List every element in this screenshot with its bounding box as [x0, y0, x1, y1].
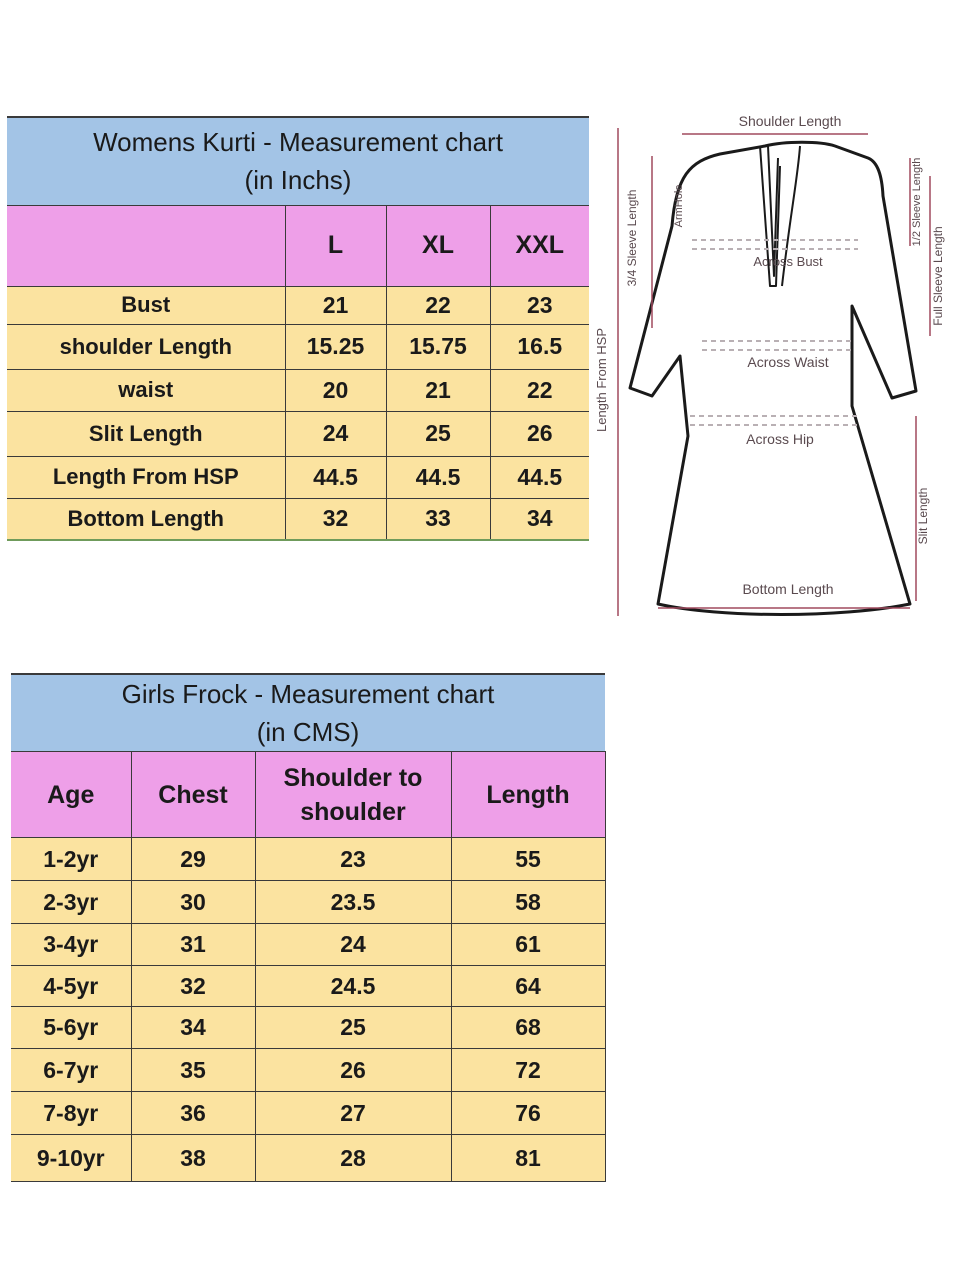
frock-age-cell: 6-7yr: [11, 1049, 131, 1092]
kurti-title-line1: Womens Kurti - Measurement chart: [93, 127, 503, 158]
frock-row: [11, 1049, 605, 1092]
kurti-title: [7, 117, 589, 205]
frock-cell: 55: [451, 838, 605, 881]
kurti-cell: 24: [285, 411, 386, 456]
frock-cell: 64: [451, 966, 605, 1007]
kurti-measurement-table: [7, 116, 589, 541]
frock-cell: 36: [131, 1092, 255, 1135]
kurti-cell: 34: [490, 498, 589, 540]
frock-title-row: [11, 674, 605, 752]
kurti-cell: 32: [285, 498, 386, 540]
full-sleeve-label: Full Sleeve Length: [931, 226, 945, 326]
kurti-row-label: Bottom Length: [7, 498, 285, 540]
kurti-cell: 16.5: [490, 324, 589, 369]
frock-cell: 76: [451, 1092, 605, 1135]
frock-row: [11, 1135, 605, 1182]
kurti-cell: 23: [490, 286, 589, 324]
frock-header-age: Age: [11, 752, 131, 838]
kurti-cell: 44.5: [386, 456, 490, 498]
across-bust-label: Across Bust: [753, 254, 823, 269]
frock-age-cell: 5-6yr: [11, 1007, 131, 1049]
kurti-size-header: XXL: [490, 205, 589, 286]
frock-age-cell: 1-2yr: [11, 838, 131, 881]
frock-cell: 29: [131, 838, 255, 881]
kurti-cell: 21: [285, 286, 386, 324]
frock-cell: 58: [451, 881, 605, 924]
frock-row: [11, 924, 605, 966]
frock-cell: 25: [255, 1007, 451, 1049]
kurti-cell: 15.75: [386, 324, 490, 369]
frock-cell: 38: [131, 1135, 255, 1182]
kurti-header-row: [7, 205, 589, 286]
shoulder-length-label: Shoulder Length: [738, 113, 842, 129]
length-from-hsp-label: Length From HSP: [594, 327, 609, 433]
frock-age-cell: 3-4yr: [11, 924, 131, 966]
frock-row: [11, 966, 605, 1007]
kurti-cell: 22: [490, 369, 589, 411]
kurti-row: [7, 324, 589, 369]
kurti-cell: 22: [386, 286, 490, 324]
frock-age-cell: 4-5yr: [11, 966, 131, 1007]
kurti-row: [7, 286, 589, 324]
kurti-row-label: waist: [7, 369, 285, 411]
frock-cell: 30: [131, 881, 255, 924]
frock-row: [11, 838, 605, 881]
kurti-size-header: XL: [386, 205, 490, 286]
across-hip-label: Across Hip: [746, 431, 814, 447]
frock-cell: 23.5: [255, 881, 451, 924]
kurti-cell: 26: [490, 411, 589, 456]
frock-cell: 72: [451, 1049, 605, 1092]
frock-header-chest: Chest: [131, 752, 255, 838]
slit-length-label: Slit Length: [916, 487, 930, 545]
frock-cell: 68: [451, 1007, 605, 1049]
frock-age-cell: 9-10yr: [11, 1135, 131, 1182]
frock-cell: 32: [131, 966, 255, 1007]
kurti-row: [7, 498, 589, 540]
frock-cell: 27: [255, 1092, 451, 1135]
frock-age-cell: 2-3yr: [11, 881, 131, 924]
across-waist-label: Across Waist: [747, 354, 829, 370]
frock-cell: 23: [255, 838, 451, 881]
frock-header-length: Length: [451, 752, 605, 838]
frock-cell: 28: [255, 1135, 451, 1182]
armhole-label: ArmHole: [673, 184, 685, 228]
frock-title-line1: Girls Frock - Measurement chart: [121, 679, 495, 709]
kurti-row: [7, 411, 589, 456]
frock-row: [11, 1092, 605, 1135]
kurti-row-label: Slit Length: [7, 411, 285, 456]
kurti-cell: 21: [386, 369, 490, 411]
kurti-title-row: [7, 117, 589, 205]
kurti-row-label: Length From HSP: [7, 456, 285, 498]
three-quarter-sleeve-label: 3/4 Sleeve Length: [625, 189, 639, 287]
frock-measurement-table: [11, 673, 606, 1182]
kurti-row: [7, 456, 589, 498]
kurti-cell: 33: [386, 498, 490, 540]
kurti-size-header: L: [285, 205, 386, 286]
frock-cell: 35: [131, 1049, 255, 1092]
frock-row: [11, 1007, 605, 1049]
kurti-row-label: Bust: [7, 286, 285, 324]
frock-cell: 34: [131, 1007, 255, 1049]
kurti-header-blank: [7, 205, 285, 286]
kurti-cell: 44.5: [285, 456, 386, 498]
kurti-cell: 25: [386, 411, 490, 456]
frock-header-shoulder: Shoulder to shoulder: [255, 752, 451, 838]
frock-cell: 24: [255, 924, 451, 966]
frock-cell: 31: [131, 924, 255, 966]
kurti-cell: 15.25: [285, 324, 386, 369]
half-sleeve-label: 1/2 Sleeve Length: [911, 157, 923, 247]
frock-title: [11, 674, 605, 752]
kurti-measurement-diagram: [590, 106, 960, 626]
kurti-row: [7, 369, 589, 411]
frock-cell: 24.5: [255, 966, 451, 1007]
kurti-cell: 20: [285, 369, 386, 411]
kurti-cell: 44.5: [490, 456, 589, 498]
frock-cell: 81: [451, 1135, 605, 1182]
frock-age-cell: 7-8yr: [11, 1092, 131, 1135]
frock-row: [11, 881, 605, 924]
bottom-length-label: Bottom Length: [742, 581, 834, 597]
frock-header-row: [11, 752, 605, 838]
frock-cell: 61: [451, 924, 605, 966]
kurti-row-label: shoulder Length: [7, 324, 285, 369]
frock-cell: 26: [255, 1049, 451, 1092]
frock-title-line2: (in CMS): [256, 717, 360, 747]
kurti-title-line2: (in Inchs): [244, 165, 352, 196]
